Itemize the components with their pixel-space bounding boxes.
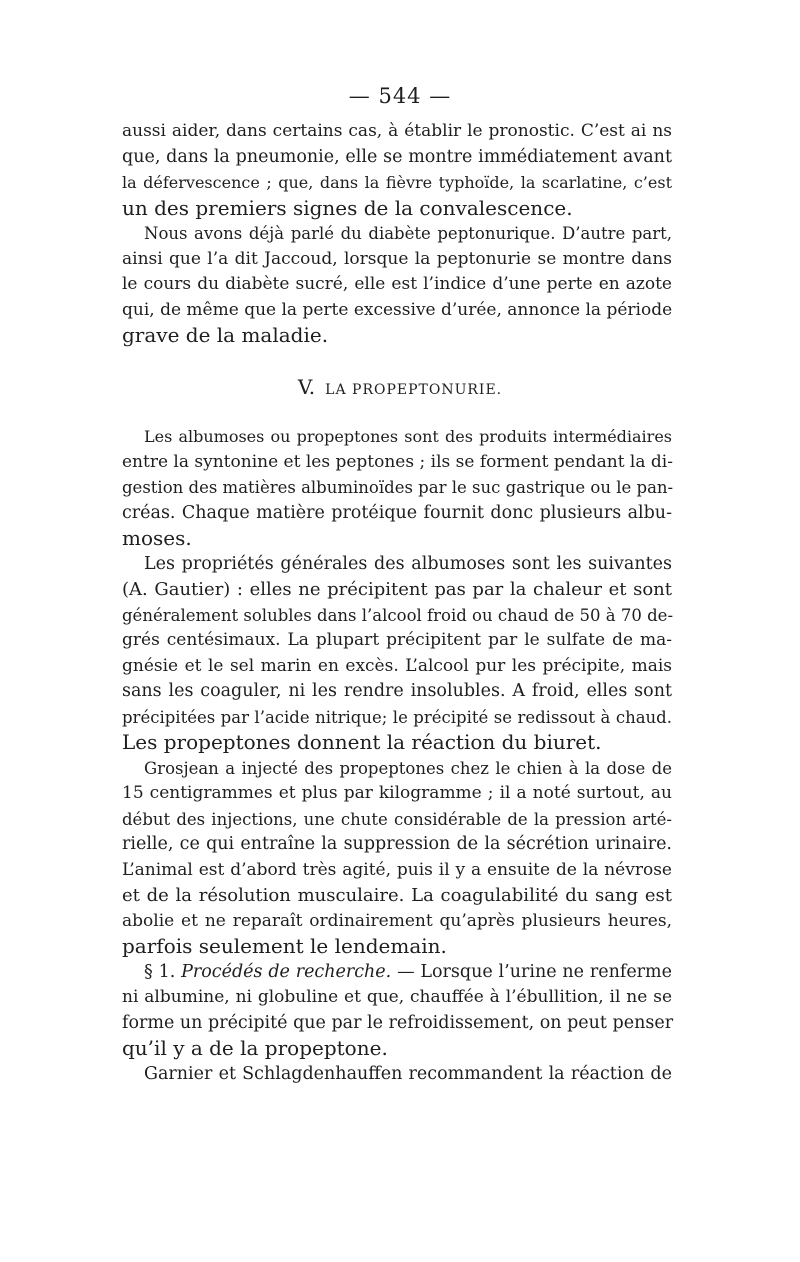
text-line: Les albumoses ou propeptones sont des produits intermédiaires [144,427,672,446]
text-line: sans les coaguler, ni les rendre insolubles. A froid, elles sont [122,681,672,701]
text-line: ni albumine, ni globuline et que, chauffée à l’ébullition, il ne se [122,987,672,1007]
section-number: V. [297,375,316,399]
text-line: aussi aider, dans certains cas, à établir le pronostic. C’est ai ns [122,121,672,141]
text-line: gnésie et le sel marin en excès. L’alcool pur les précipite, mais [122,655,672,676]
text-line: Grosjean a injecté des propeptones chez le chien à la dose de [144,758,672,778]
text-line: Les propriétés générales des albumoses sont les suivantes [144,553,672,574]
section-title: LA PROPEPTONURIE. [325,382,503,398]
text-line: parfois seulement le lendemain. [122,934,447,958]
section-paragraph-first-line [122,960,672,986]
section-mark: § 1. [144,961,176,982]
text-line: grave de la maladie. [122,323,329,347]
section-heading [0,375,800,399]
text-line: forme un précipité que par le refroidissement, on peut penser [122,1012,674,1033]
text-line: que, dans la pneumonie, elle se montre immédiatement avant [122,146,672,167]
text-line: et de la résolution musculaire. La coagulabilité du sang est [122,885,672,906]
text-line: précipitées par l’acide nitrique; le précipité se redissout à chaud. [122,707,672,727]
text-line: qui, de même que la perte excessive d’urée, annonce la période [122,299,673,320]
text-line: abolie et ne reparaît ordinairement qu’après plusieurs heures, [122,910,672,931]
text-line: Nous avons déjà parlé du diabète peptonurique. D’autre part, [144,224,672,243]
text-line: L’animal est d’abord très agité, puis il y a ensuite de la névrose [122,859,672,880]
text-line: généralement solubles dans l’alcool froid ou chaud de 50 à 70 de- [122,605,674,625]
text-line: qu’il y a de la propeptone. [122,1036,388,1060]
paragraph-block-1 [122,119,672,349]
text-line: grés centésimaux. La plupart précipitent par le sulfate de ma- [122,630,672,650]
text-line: un des premiers signes de la convalescence. [122,195,573,220]
text-line: entre la syntonine et les peptones ; ils se forment pendant la di- [122,451,673,472]
text-line: rielle, ce qui entraîne la suppression de la sécrétion urinaire. [122,834,672,854]
section-italic-title: Procédés de recherche. [181,961,392,982]
text-line: Les propeptones donnent la réaction du biuret. [122,730,602,754]
text-line: le cours du diabète sucré, elle est l’indice d’une perte en azote [122,274,672,294]
text-line: gestion des matières albuminoïdes par le suc gastrique ou le pan- [122,478,674,497]
text-line: créas. Chaque matière protéique fournit donc plusieurs albu- [122,502,672,523]
text-line: début des injections, une chute considérable de la pression arté- [122,809,672,829]
paragraph-block-2 [122,424,672,1087]
text-line: 15 centigrammes et plus par kilogramme ; il a noté surtout, au [122,783,672,803]
page-number: — 544 — [348,84,452,108]
text-line: (A. Gautier) : elles ne précipitent pas par la chaleur et sont [122,579,672,600]
text-line: Garnier et Schlagdenhauffen recommandent la réaction de [144,1063,672,1084]
section-line-rest: — Lorsque l’urine ne renferme [391,961,672,982]
text-line: la défervescence ; que, dans la fièvre typhoïde, la scarlatine, c’est [122,173,672,192]
text-line: ainsi que l’a dit Jaccoud, lorsque la peptonurie se montre dans [122,248,672,269]
text-line: moses. [122,526,192,550]
